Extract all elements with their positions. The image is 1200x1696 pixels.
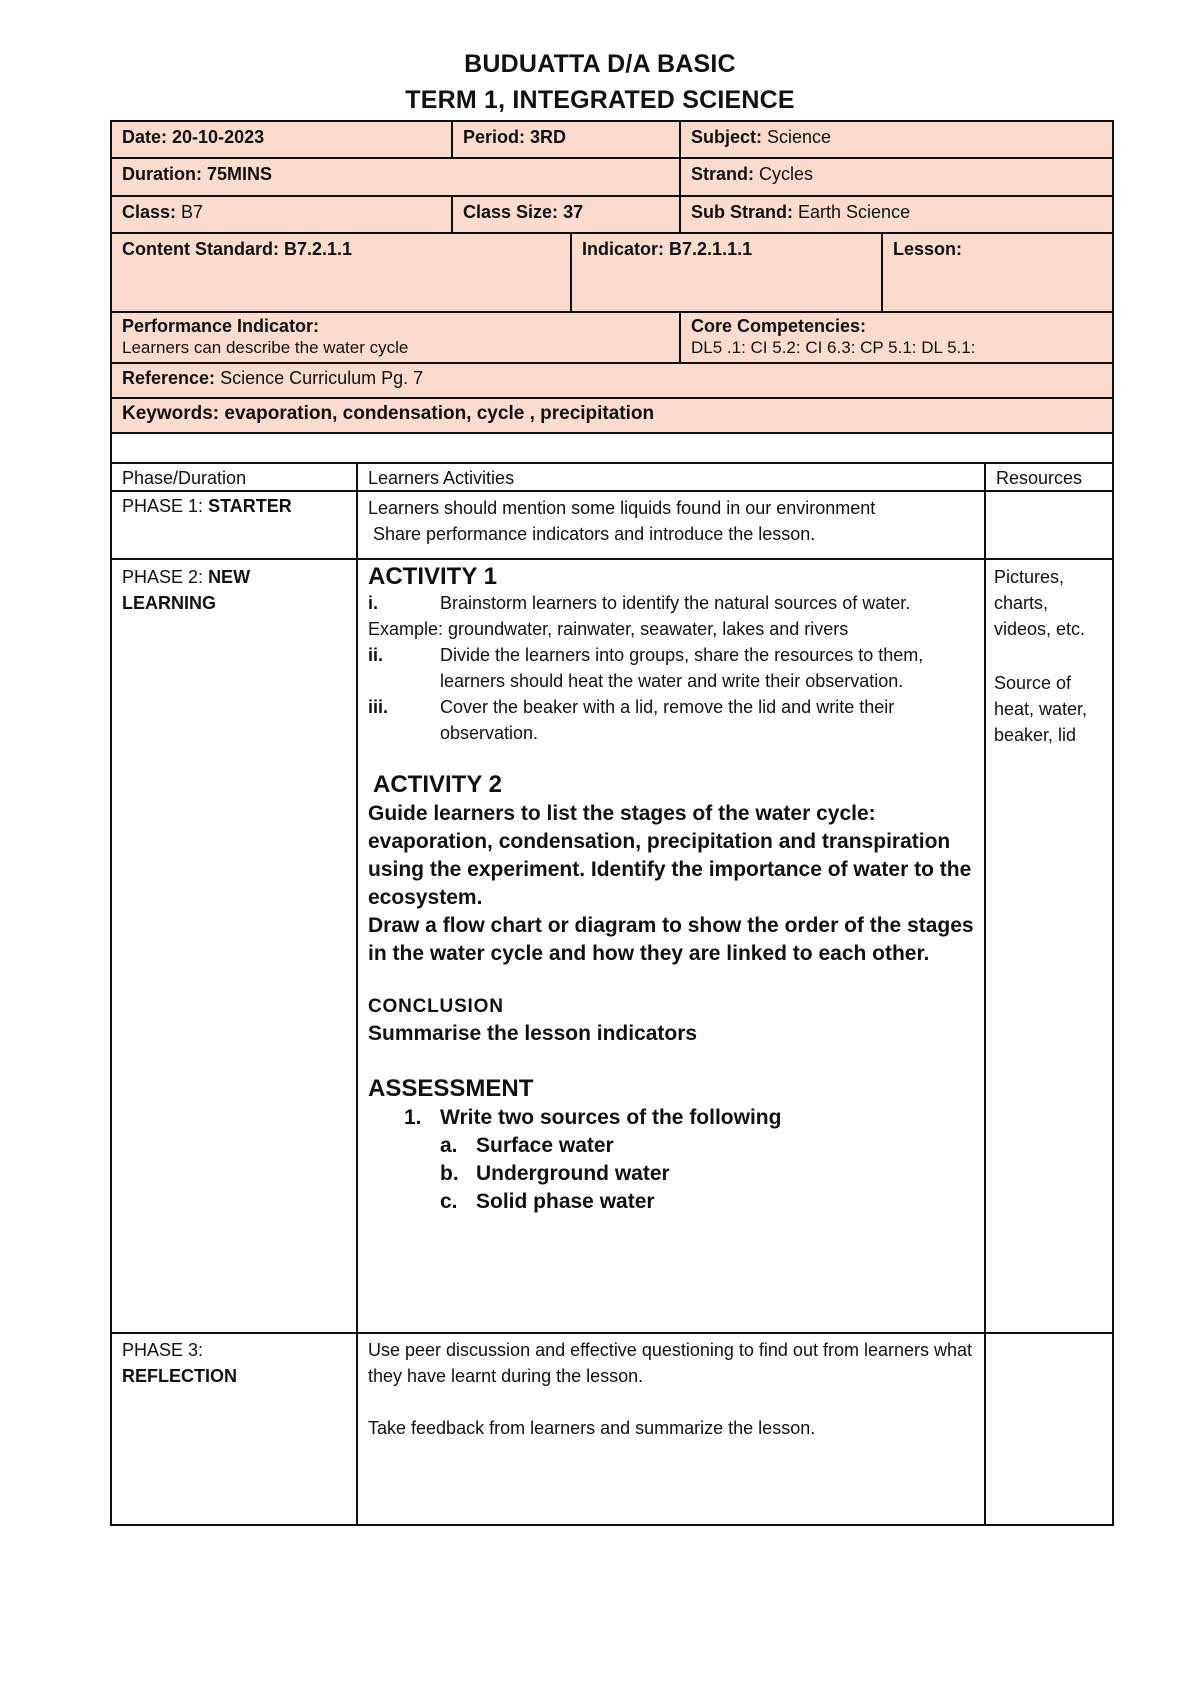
phase3-cell: [112, 1334, 358, 1526]
activity1-title: ACTIVITY 1: [368, 563, 497, 590]
activity1-item-text: Brainstorm learners to identify the natural sources of water.: [440, 593, 911, 613]
strand-cell: [681, 159, 1114, 197]
content-standard-cell: [112, 234, 572, 313]
activity1-item-text: Divide the learners into groups, share the resources to them, learners should heat the water and write their observation.: [440, 645, 924, 691]
lesson-label: Lesson:: [893, 239, 963, 259]
subject-value: Science: [767, 127, 832, 147]
conclusion-text: Summarise the lesson indicators: [368, 1022, 698, 1045]
phase2-activities: [358, 560, 986, 1334]
phase3-activities: [358, 1334, 986, 1526]
phase2-prefix: PHASE 2:: [122, 567, 204, 587]
keywords-label: Keywords:: [122, 403, 220, 424]
class-value: B7: [181, 202, 204, 222]
phase1-line1: Learners should mention some liquids found in our environment: [368, 498, 876, 518]
resources-experiment: Source of heat, water, beaker, lid: [994, 673, 1088, 745]
date-cell: [112, 122, 453, 159]
duration-value: 75MINS: [207, 164, 273, 184]
keywords-cell: [112, 399, 1114, 434]
performance-indicator-label: Performance Indicator:: [122, 316, 320, 336]
lesson-cell: [883, 234, 1114, 313]
duration-label: Duration:: [122, 164, 202, 184]
phase3-name: REFLECTION: [122, 1366, 237, 1386]
phase1-activities: [358, 492, 986, 560]
phase2-resources: [986, 560, 1114, 1334]
phase1-name: STARTER: [208, 496, 292, 516]
header-resources: Resources: [986, 464, 1114, 492]
activity2-para2: Draw a flow chart or diagram to show the order of the stages in the water cycle and how they are linked to each other.: [368, 914, 974, 965]
subject-cell: [681, 122, 1114, 159]
class-size-value: 37: [563, 202, 584, 222]
header-learners-activities: Learners Activities: [358, 464, 986, 492]
date-label: Date:: [122, 127, 168, 147]
strand-value: Cycles: [759, 164, 814, 184]
assessment-item: [368, 1132, 974, 1160]
date-value: 20-10-2023: [172, 127, 265, 147]
phase2-cell: [112, 560, 358, 1334]
subject-label: Subject:: [691, 127, 763, 147]
activity1-item-text: Cover the beaker with a lid, remove the lid and write their observation.: [440, 697, 895, 743]
sub-strand-label: Sub Strand:: [691, 202, 793, 222]
assessment-item-num: a.: [440, 1134, 458, 1157]
assessment-question-num: 1.: [404, 1106, 422, 1129]
indicator-cell: [572, 234, 883, 313]
phase3-line2: Take feedback from learners and summarize the lesson.: [368, 1418, 816, 1438]
activity1-item: [368, 642, 974, 694]
reference-label: Reference:: [122, 368, 216, 388]
core-competencies-value: DL5 .1: CI 5.2: CI 6.3: CP 5.1: DL 5.1:: [691, 338, 976, 357]
assessment-question: [368, 1104, 974, 1132]
indicator-value: B7.2.1.1.1: [669, 239, 753, 259]
activity1-item-num: ii.: [368, 645, 384, 665]
period-cell: [453, 122, 681, 159]
activity2-para1: Guide learners to list the stages of the water cycle: evaporation, condensation, precipitation and transpiration using the experiment. Identify the importance of water to the ecosystem.: [368, 802, 972, 909]
assessment-item: [368, 1160, 974, 1188]
phase1-line2: Share performance indicators and introduce the lesson.: [368, 524, 816, 544]
phase3-prefix: PHASE 3:: [122, 1340, 204, 1360]
conclusion-title: CONCLUSION: [368, 996, 504, 1017]
core-competencies-cell: [681, 313, 1114, 364]
reference-value: Science Curriculum Pg. 7: [220, 368, 424, 388]
term-subject-title: TERM 1, INTEGRATED SCIENCE: [405, 86, 795, 114]
header-phase-duration: Phase/Duration: [112, 464, 358, 492]
performance-indicator-cell: [112, 313, 681, 364]
reference-cell: [112, 364, 1114, 399]
assessment-item-text: Surface water: [476, 1134, 614, 1157]
phase3-resources: [986, 1334, 1114, 1526]
period-value: 3RD: [530, 127, 567, 147]
assessment-item-num: c.: [440, 1190, 458, 1213]
sub-strand-cell: [681, 197, 1114, 234]
class-label: Class:: [122, 202, 177, 222]
class-size-label: Class Size:: [463, 202, 559, 222]
assessment-title: ASSESSMENT: [368, 1075, 534, 1102]
phase2-name-line1: NEW: [208, 567, 251, 587]
lesson-info-grid: [110, 120, 1114, 434]
assessment-item-text: Underground water: [476, 1162, 670, 1185]
school-title: BUDUATTA D/A BASIC: [464, 50, 736, 78]
duration-cell: [112, 159, 681, 197]
phase1-prefix: PHASE 1:: [122, 496, 204, 516]
activity1-item: [368, 694, 974, 746]
activity1-item-num: i.: [368, 593, 379, 613]
performance-indicator-value: Learners can describe the water cycle: [122, 338, 409, 357]
phase3-line1: Use peer discussion and effective questioning to find out from learners what they have learnt during the lesson.: [368, 1340, 973, 1386]
keywords-value: evaporation, condensation, cycle , precipitation: [224, 403, 655, 424]
assessment-item-num: b.: [440, 1162, 459, 1185]
assessment-item: [368, 1188, 974, 1216]
activity2-title: ACTIVITY 2: [373, 771, 502, 798]
phase-table: [110, 462, 1114, 1526]
strand-label: Strand:: [691, 164, 754, 184]
content-standard-value: B7.2.1.1: [284, 239, 353, 259]
resources-materials: Pictures, charts, videos, etc.: [994, 567, 1086, 639]
class-size-cell: [453, 197, 681, 234]
core-competencies-label: Core Competencies:: [691, 316, 867, 336]
phase2-name-line2: LEARNING: [122, 593, 216, 613]
assessment-question-text: Write two sources of the following: [440, 1106, 782, 1129]
phase1-cell: [112, 492, 358, 560]
activity1-item: [368, 591, 974, 616]
content-standard-label: Content Standard:: [122, 239, 279, 259]
spacer-row: [110, 434, 1114, 462]
sub-strand-value: Earth Science: [798, 202, 911, 222]
assessment-item-text: Solid phase water: [476, 1190, 655, 1213]
activity1-example: Example: groundwater, rainwater, seawater, lakes and rivers: [368, 619, 849, 639]
activity1-item-num: iii.: [368, 697, 389, 717]
indicator-label: Indicator:: [582, 239, 665, 259]
phase1-resources: [986, 492, 1114, 560]
period-label: Period:: [463, 127, 526, 147]
class-cell: [112, 197, 453, 234]
